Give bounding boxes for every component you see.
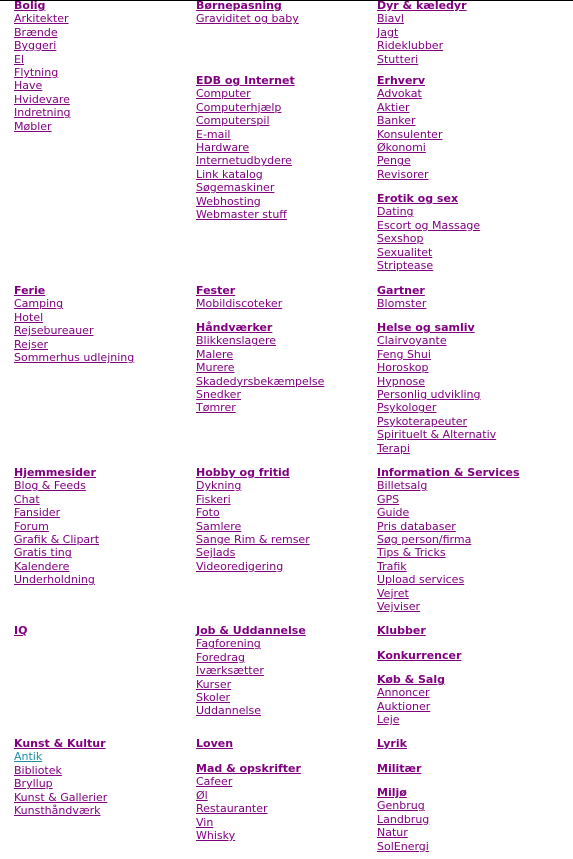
subcategory-link-escort-og-massage[interactable]: Escort og Massage <box>377 218 481 232</box>
category-iq <box>14 624 192 637</box>
category-title-link[interactable]: Fester <box>196 284 236 297</box>
category-mad-and-opskrifter <box>196 762 374 842</box>
subcategory-link-el[interactable]: El <box>14 52 25 66</box>
category-title-link[interactable]: Kunst & Kultur <box>14 737 106 750</box>
subcategory-link-indretning[interactable]: Indretning <box>14 106 71 120</box>
subcategory-link-webmaster-stuff[interactable]: Webmaster stuff <box>196 208 287 222</box>
subcategory-link-gps[interactable]: GPS <box>377 492 400 506</box>
subcategory-link-horoskop[interactable]: Horoskop <box>377 361 429 375</box>
subcategory-link-konsulenter[interactable]: Konsulenter <box>377 127 443 141</box>
subcategory-link-vin[interactable]: Vin <box>196 815 214 829</box>
subcategory-link-rejser[interactable]: Rejser <box>14 337 48 351</box>
subcategory-link-forum[interactable]: Forum <box>14 519 49 533</box>
subcategory-link-terapi[interactable]: Terapi <box>377 441 410 455</box>
category-job-and-uddannelse <box>196 624 374 718</box>
subcategory-link-samlere[interactable]: Samlere <box>196 519 242 533</box>
category-title-link[interactable]: Mad & opskrifter <box>196 762 301 775</box>
subcategory-link-cafeer[interactable]: Cafeer <box>196 775 233 789</box>
subcategory-link-bryllup[interactable]: Bryllup <box>14 777 53 791</box>
subcategory-link-søg-person-firma[interactable]: Søg person/firma <box>377 533 472 547</box>
category-børnepasning <box>196 0 374 26</box>
subcategory-link-billetsalg[interactable]: Billetsalg <box>377 479 428 493</box>
subcategory-link-vejviser[interactable]: Vejviser <box>377 600 421 614</box>
subcategory-link-arkitekter[interactable]: Arkitekter <box>14 12 69 26</box>
subcategory-link-whisky[interactable]: Whisky <box>196 829 236 843</box>
subcategory-link-sommerhus-udlejning[interactable]: Sommerhus udlejning <box>14 351 135 365</box>
subcategory-link-stutteri[interactable]: Stutteri <box>377 52 419 66</box>
category-title-link[interactable]: Håndværker <box>196 321 273 334</box>
subcategory-link-auktioner[interactable]: Auktioner <box>377 699 431 713</box>
subcategory-link-genbrug[interactable]: Genbrug <box>377 799 425 813</box>
subcategory-link-malere[interactable]: Malere <box>196 347 234 361</box>
category-title-link[interactable]: EDB og Internet <box>196 74 295 87</box>
subcategory-link-sange-rim-and-remser[interactable]: Sange Rim & remser <box>196 533 310 547</box>
category-title-link[interactable]: Ferie <box>14 284 46 297</box>
subcategory-link-banker[interactable]: Banker <box>377 114 416 128</box>
category-konkurrencer <box>377 649 555 662</box>
subcategory-link-byggeri[interactable]: Byggeri <box>14 39 57 53</box>
subcategory-link-grafik-and-clipart[interactable]: Grafik & Clipart <box>14 533 100 547</box>
category-information-and-services <box>377 466 555 613</box>
subcategory-link-natur[interactable]: Natur <box>377 826 408 840</box>
subcategory-link-penge[interactable]: Penge <box>377 154 411 168</box>
subcategory-link-aktier[interactable]: Aktier <box>377 100 410 114</box>
subcategory-link-hardware[interactable]: Hardware <box>196 141 250 155</box>
category-lyrik <box>377 737 555 750</box>
category-title-link[interactable]: Militær <box>377 762 422 775</box>
subcategory-link-kunsthåndværk[interactable]: Kunsthåndværk <box>14 804 101 818</box>
subcategory-link-feng-shui[interactable]: Feng Shui <box>377 347 431 361</box>
subcategory-link-hvidevare[interactable]: Hvidevare <box>14 92 70 106</box>
subcategory-link-skoler[interactable]: Skoler <box>196 691 231 705</box>
category-title-link[interactable]: Job & Uddannelse <box>196 624 306 637</box>
category-title-link[interactable]: Helse og samliv <box>377 321 475 334</box>
subcategory-link-webhosting[interactable]: Webhosting <box>196 194 261 208</box>
category-title-link[interactable]: Erhverv <box>377 74 425 87</box>
subcategory-link-øl[interactable]: Øl <box>196 788 208 802</box>
subcategory-link-sexshop[interactable]: Sexshop <box>377 232 424 246</box>
category-title-link[interactable]: Hobby og fritid <box>196 466 290 479</box>
subcategory-link-sexualitet[interactable]: Sexualitet <box>377 245 433 259</box>
subcategory-link-advokat[interactable]: Advokat <box>377 87 422 101</box>
subcategory-link-fiskeri[interactable]: Fiskeri <box>196 492 231 506</box>
subcategory-link-skadedyrsbekæmpelse[interactable]: Skadedyrsbekæmpelse <box>196 374 325 388</box>
category-title-link[interactable]: Bolig <box>14 0 46 12</box>
subcategory-link-tømrer[interactable]: Tømrer <box>196 401 236 415</box>
subcategory-link-annoncer[interactable]: Annoncer <box>377 686 430 700</box>
subcategory-link-flytning[interactable]: Flytning <box>14 66 59 80</box>
category-title-link[interactable]: Dyr & kæledyr <box>377 0 467 12</box>
subcategory-link-blikkenslagere[interactable]: Blikkenslagere <box>196 334 277 348</box>
subcategory-link-trafik[interactable]: Trafik <box>377 559 407 573</box>
category-title-link[interactable]: Konkurrencer <box>377 649 462 662</box>
category-ferie <box>14 284 192 364</box>
subcategory-link-revisorer[interactable]: Revisorer <box>377 167 429 181</box>
category-title-link[interactable]: Lyrik <box>377 737 407 750</box>
category-erhverv <box>377 74 555 181</box>
category-title-link[interactable]: Køb & Salg <box>377 673 446 686</box>
subcategory-link-kalendere[interactable]: Kalendere <box>14 559 70 573</box>
subcategory-link-blomster[interactable]: Blomster <box>377 297 427 311</box>
subcategory-link-leje[interactable]: Leje <box>377 713 400 727</box>
subcategory-link-pris-databaser[interactable]: Pris databaser <box>377 519 456 533</box>
subcategory-link-dykning[interactable]: Dykning <box>196 479 242 493</box>
category-title-link[interactable]: Hjemmesider <box>14 466 96 479</box>
category-erotik-og-sex <box>377 192 555 272</box>
subcategory-link-murere[interactable]: Murere <box>196 361 235 375</box>
subcategory-link-hypnose[interactable]: Hypnose <box>377 374 425 388</box>
subcategory-link-have[interactable]: Have <box>14 79 43 93</box>
category-bolig <box>14 0 192 133</box>
subcategory-link-antik[interactable]: Antik <box>14 750 43 764</box>
subcategory-link-jagt[interactable]: Jagt <box>377 25 399 39</box>
subcategory-link-iværksætter[interactable]: Iværksætter <box>196 664 264 678</box>
category-loven <box>196 737 374 750</box>
subcategory-link-gratis-ting[interactable]: Gratis ting <box>14 546 72 560</box>
subcategory-link-landbrug[interactable]: Landbrug <box>377 812 430 826</box>
category-title-link[interactable]: Børnepasning <box>196 0 282 12</box>
subcategory-link-guide[interactable]: Guide <box>377 506 410 520</box>
subcategory-link-tips-and-tricks[interactable]: Tips & Tricks <box>377 546 446 560</box>
category-miljø <box>377 786 555 853</box>
subcategory-link-biavl[interactable]: Biavl <box>377 12 404 26</box>
subcategory-link-økonomi[interactable]: Økonomi <box>377 141 426 155</box>
subcategory-link-foto[interactable]: Foto <box>196 506 220 520</box>
subcategory-link-kurser[interactable]: Kurser <box>196 677 232 691</box>
subcategory-link-mobildiscoteker[interactable]: Mobildiscoteker <box>196 297 283 311</box>
category-title-link[interactable]: Loven <box>196 737 234 750</box>
subcategory-link-fansider[interactable]: Fansider <box>14 506 61 520</box>
subcategory-link-spirituelt-and-alternativ[interactable]: Spirituelt & Alternativ <box>377 428 497 442</box>
subcategory-link-personlig-udvikling[interactable]: Personlig udvikling <box>377 388 481 402</box>
subcategory-link-clairvoyante[interactable]: Clairvoyante <box>377 334 447 348</box>
category-håndværker <box>196 321 374 415</box>
subcategory-link-møbler[interactable]: Møbler <box>14 119 52 133</box>
category-gartner <box>377 284 555 311</box>
category-helse-og-samliv <box>377 321 555 455</box>
category-dyr-and-kæledyr <box>377 0 555 66</box>
category-fester <box>196 284 374 311</box>
category-klubber <box>377 624 555 637</box>
category-title-link[interactable]: Miljø <box>377 786 407 799</box>
subcategory-link-brænde[interactable]: Brænde <box>14 25 58 39</box>
subcategory-link-solenergi[interactable]: SolEnergi <box>377 839 429 853</box>
category-hjemmesider <box>14 466 192 587</box>
subcategory-link-psykologer[interactable]: Psykologer <box>377 401 437 415</box>
subcategory-link-link-katalog[interactable]: Link katalog <box>196 167 263 181</box>
subcategory-link-uddannelse[interactable]: Uddannelse <box>196 704 262 718</box>
subcategory-link-rejsebureauer[interactable]: Rejsebureauer <box>14 324 94 338</box>
subcategory-link-e-mail[interactable]: E-mail <box>196 127 231 141</box>
category-køb-and-salg <box>377 673 555 727</box>
subcategory-link-computerhjælp[interactable]: Computerhjælp <box>196 100 282 114</box>
subcategory-link-fagforening[interactable]: Fagforening <box>196 637 261 651</box>
category-title-link[interactable]: IQ <box>14 624 28 637</box>
subcategory-link-søgemaskiner[interactable]: Søgemaskiner <box>196 181 275 195</box>
subcategory-link-rideklubber[interactable]: Rideklubber <box>377 39 444 53</box>
category-title-link[interactable]: Gartner <box>377 284 425 297</box>
subcategory-link-chat[interactable]: Chat <box>14 492 40 506</box>
subcategory-link-computerspil[interactable]: Computerspil <box>196 114 270 128</box>
subcategory-link-upload-services[interactable]: Upload services <box>377 573 465 587</box>
category-hobby-og-fritid <box>196 466 374 573</box>
subcategory-link-hotel[interactable]: Hotel <box>14 310 44 324</box>
subcategory-link-videoredigering[interactable]: Videoredigering <box>196 559 284 573</box>
subcategory-link-bibliotek[interactable]: Bibliotek <box>14 763 62 777</box>
category-edb-og-internet <box>196 74 374 221</box>
subcategory-link-restauranter[interactable]: Restauranter <box>196 802 268 816</box>
subcategory-link-striptease[interactable]: Striptease <box>377 259 434 273</box>
category-kunst-and-kultur <box>14 737 192 817</box>
subcategory-link-camping[interactable]: Camping <box>14 297 64 311</box>
category-title-link[interactable]: Klubber <box>377 624 426 637</box>
subcategory-link-kunst-and-gallerier[interactable]: Kunst & Gallerier <box>14 790 108 804</box>
category-title-link[interactable]: Erotik og sex <box>377 192 459 205</box>
subcategory-link-sejlads[interactable]: Sejlads <box>196 546 236 560</box>
subcategory-link-internetudbydere[interactable]: Internetudbydere <box>196 154 292 168</box>
category-militær <box>377 762 555 775</box>
subcategory-link-blog-and-feeds[interactable]: Blog & Feeds <box>14 479 86 493</box>
subcategory-link-underholdning[interactable]: Underholdning <box>14 573 95 587</box>
subcategory-link-psykoterapeuter[interactable]: Psykoterapeuter <box>377 414 468 428</box>
category-title-link[interactable]: Information & Services <box>377 466 520 479</box>
subcategory-link-graviditet-og-baby[interactable]: Graviditet og baby <box>196 12 299 26</box>
subcategory-link-snedker[interactable]: Snedker <box>196 388 241 402</box>
subcategory-link-vejret[interactable]: Vejret <box>377 586 409 600</box>
subcategory-link-dating[interactable]: Dating <box>377 205 414 219</box>
subcategory-link-computer[interactable]: Computer <box>196 87 251 101</box>
subcategory-link-foredrag[interactable]: Foredrag <box>196 650 245 664</box>
